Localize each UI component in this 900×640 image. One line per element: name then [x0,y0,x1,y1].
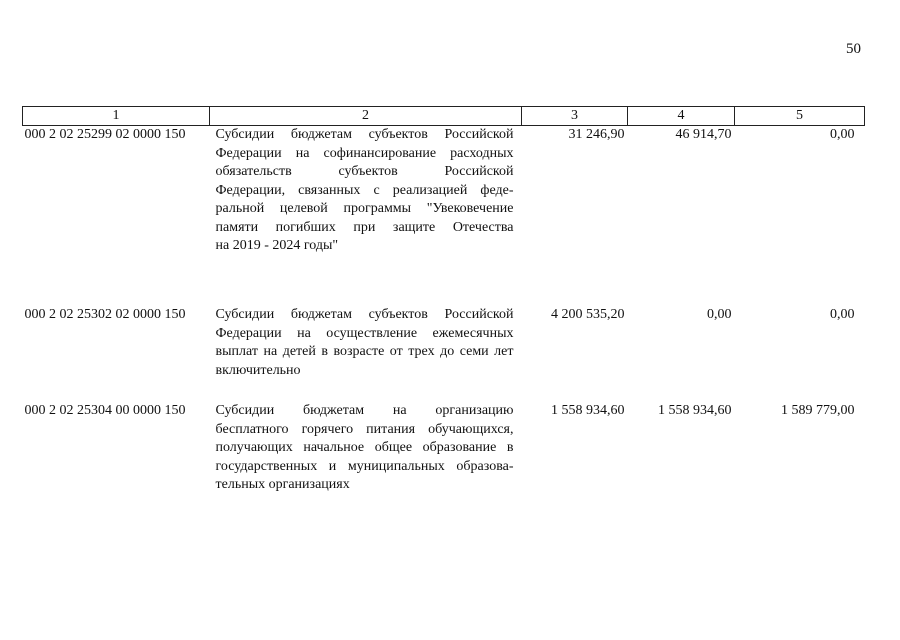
description-line: Субсидии бюджетам субъектов Российской [215,127,514,142]
row-description [210,306,522,402]
description-line: Субсидии бюджетам субъектов Российской [215,307,514,322]
table-row [23,402,865,498]
column-header-3: 3 [522,107,628,126]
column-header-5: 5 [735,107,865,126]
description-line: включительно [215,362,301,378]
amount-col5: 1 589 779,00 [781,403,855,418]
table-row [23,126,865,307]
description-line: Федерации на софинансирование расходных [215,145,514,161]
column-header-4: 4 [628,107,735,126]
amount-col3: 4 200 535,20 [551,307,625,322]
description-line: ральной целевой программы "Увековечение [215,201,514,216]
description-line: государственных и муниципальных образова- [215,458,514,474]
table-header [23,107,865,126]
description-line: Федерации на осуществление ежемесячных [215,325,514,341]
description-line: бесплатного горячего питания обучающихся, [215,421,514,437]
description-line: выплат на детей в возрасте от трех до семи лет [215,344,514,359]
column-header-2: 2 [210,107,522,126]
amount-col4: 0,00 [707,307,732,322]
description-line: тельных организациях [215,477,350,492]
amount-col4: 1 558 934,60 [658,403,732,418]
description-line: получающих начальное общее образование в [215,440,514,455]
description-line: Субсидии бюджетам на организацию [215,403,514,418]
budget-code: 000 2 02 25302 02 0000 150 [24,307,186,322]
row-description [210,402,522,498]
amount-col3: 1 558 934,60 [551,403,625,418]
row-description [210,126,522,307]
description-line: на 2019 - 2024 годы" [215,238,339,253]
budget-code: 000 2 02 25304 00 0000 150 [24,403,186,418]
description-line: обязательств субъектов Российской [215,164,514,179]
table-row [23,306,865,402]
column-header-1: 1 [23,107,210,126]
page-number: 50 [846,41,861,57]
amount-col4: 46 914,70 [675,127,732,142]
description-line: Федерации, связанных с реализацией феде- [215,182,514,198]
budget-table [22,106,865,498]
amount-col3: 31 246,90 [568,127,625,142]
amount-col5: 0,00 [830,307,855,322]
description-line: памяти погибших при защите Отечества [215,219,514,235]
amount-col5: 0,00 [830,127,855,142]
budget-code: 000 2 02 25299 02 0000 150 [24,127,186,142]
table-header-row [23,107,865,126]
